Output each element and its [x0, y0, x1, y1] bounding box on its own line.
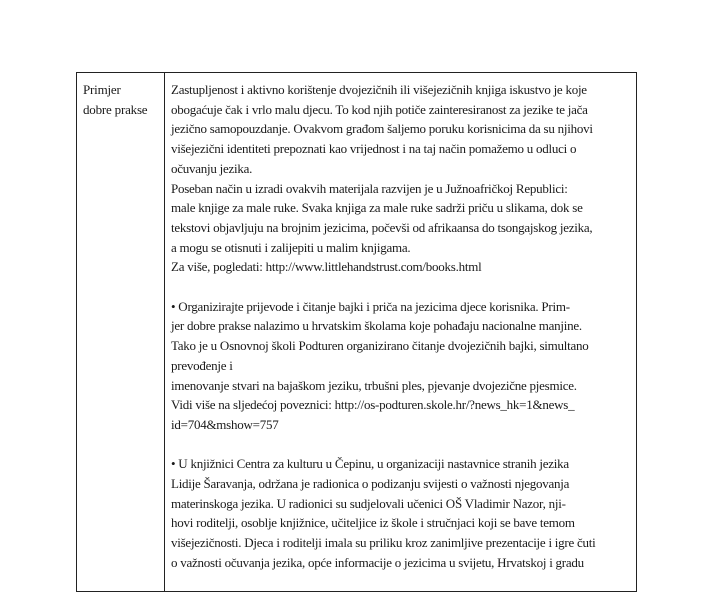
column-divider [164, 72, 165, 592]
text-line: Poseban način u izradi ovakvih materijala razvijen je u Južnoafričkoj Republici: [171, 180, 568, 196]
text-line: imenovanje stvari na bajaškom jeziku, trbušni ples, pjevanje dvojezične pjesmice. [171, 377, 577, 393]
text-line: očuvanju jezika. [171, 160, 253, 176]
text-line: prevođenje i [171, 357, 233, 373]
text-line: male knjige za male ruke. Svaka knjiga za male ruke sadrži priču u slikama, dok se [171, 200, 583, 216]
text-line: a mogu se otisnuti i zalijepiti u malim knjigama. [171, 239, 411, 255]
reference-link-text: Vidi više na sljedećoj poveznici: http://os-podturen.skole.hr/?news_hk=1&news_ [171, 397, 575, 413]
text-line: jezično samopouzdanje. Ovakvom građom šaljemo poruku korisnicima da su njihovi [171, 121, 593, 137]
text-line: obogaćuje čak i vrlo malu djecu. To kod njih potiče zainteresiranost za jezike te jača [171, 101, 588, 117]
label-line-1: Primjer [83, 82, 121, 97]
text-line: višejezičnosti. Djeca i roditelji imala su priliku kroz zanimljive prezentacije i igre čuti [171, 535, 596, 551]
text-line: višejezični identiteti prepoznati kao vrijednost i na taj način pomažemo u odluci o [171, 141, 577, 157]
label-cell [83, 80, 161, 120]
text-line: tekstovi objavljuju na brojnim jezicima, počevši od afrikaansa do tsongajskog jezika, [171, 219, 593, 235]
text-line: hovi roditelji, osoblje knjižnice, učiteljice iz škole i stručnjaci koji se bave temom [171, 515, 575, 531]
bullet-item-line: • U knjižnici Centra za kulturu u Čepinu, u organizaciji nastavnice stranih jezika [171, 456, 569, 472]
text-line: jer dobre prakse nalazimo u hrvatskim školama koje pohađaju nacionalne manjine. [171, 318, 582, 334]
text-line: o važnosti očuvanja jezika, opće informacije o jezicima u svijetu, Hrvatskoj i gradu [171, 554, 584, 570]
paragraph-gap [171, 435, 629, 455]
text-line: Zastupljenost i aktivno korištenje dvojezičnih ili višejezičnih knjiga iskustvo je koje [171, 82, 587, 97]
reference-link-text: Za više, pogledati: http://www.littlehandstrust.com/books.html [171, 259, 482, 275]
paragraph-gap [171, 277, 629, 297]
reference-link-text: id=704&mshow=757 [171, 416, 279, 432]
text-line: Lidije Šaravanja, održana je radionica o podizanju svijesti o važnosti njegovanja [171, 476, 570, 492]
content-cell [171, 80, 629, 573]
text-line: Tako je u Osnovnoj školi Podturen organizirano čitanje dvojezičnih bajki, simultano [171, 338, 589, 354]
label-line-2: dobre prakse [83, 102, 148, 117]
bullet-item-line: • Organizirajte prijevode i čitanje bajki i priča na jezicima djece korisnika. Prim- [171, 298, 570, 314]
text-line: materinskoga jezika. U radionici su sudjelovali učenici OŠ Vladimir Nazor, nji- [171, 495, 566, 511]
